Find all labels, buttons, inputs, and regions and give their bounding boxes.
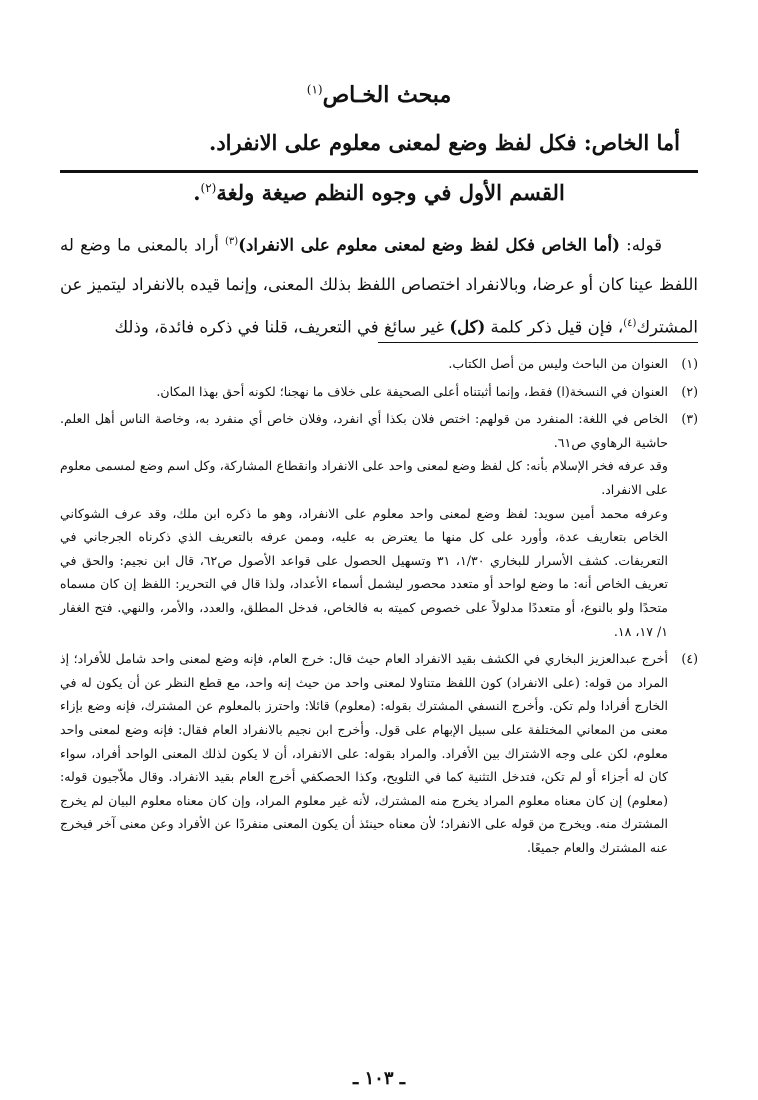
definition-line: أما الخاص: فكل لفظ وضع لمعنى معلوم على الانفراد. [209, 130, 680, 155]
footnote-text: العنوان من الباحث وليس من أصل الكتاب. [448, 356, 668, 371]
page-number: ـ ١٠٣ ـ [352, 1068, 406, 1089]
footnote-divider [378, 342, 698, 343]
section-title [0, 82, 758, 108]
main-part-2: ، فإن قيل ذكر كلمة [490, 317, 624, 336]
footnote-1 [60, 352, 698, 376]
chapter-title-text: القسم الأول في وجوه النظم صيغة ولغة [216, 180, 565, 205]
footnote-number: (٢) [681, 383, 698, 399]
footnote-number: (٣) [681, 411, 698, 427]
section-title-text: مبحث الخـاص [322, 82, 452, 108]
section-divider [60, 170, 698, 173]
main-kull: (كل) [449, 317, 486, 336]
footnote-text: الخاص في اللغة: المنفرد من قولهم: اختص فلان بكذا أي انفرد، وفلان خاص أي منفرد به، وخاصة الناس أهل العلم. حاشية الرهاوي ص٦١. [60, 411, 668, 450]
footnote-number: (٤) [681, 651, 698, 667]
main-part-3: غير سائغ في التعريف، قلنا في ذكره فائدة، وذلك [114, 317, 445, 336]
main-text [60, 222, 698, 346]
footnote-ref-3: (٣) [225, 236, 239, 247]
footnote-number: (١) [681, 356, 698, 371]
main-part-1: أراد بالمعنى ما وضع له اللفظ عينا كان أو عرضا، وبالانفراد اختصاص اللفظ بذلك المعنى، وإنما قيده بالانفراد ليتميز عن المشترك [60, 235, 698, 336]
footnote-text: وعرفه محمد أمين سويد: لفظ وضع لمعنى واحد معلوم على الانفراد، وهو ما ذكره ابن ملك، وقد عرف الشوكاني الخاص بتعاريف عدة، وأورد على كل منها ما يعترض به عليه، وممن عرفه بالتعريف الذي ذكرناه الجرجاني في التعريفات. كشف الأسرار للبخاري ١/٣٠، ٣١ وتسهيل الحصول على قواعد الأصول ص٦٢، قال ابن نجيم: والحق في تعريف الخاص أنه: ما وضع لواحد أو متعدد محصور ليشمل أسماء الأعداد، ولذا قال في التحرير: اللفظ إن كان مسماه متحدًا ولو بالنوع، أو متعددًا مدلولاً على خصوص كميته به فالخاص، فدخل المطلق، والعدد، والأمر، والنهي. فتح الغفار ١/ ١٧، ١٨. [60, 505, 668, 639]
footnote-4 [60, 647, 698, 859]
footnote-3 [60, 407, 698, 643]
footnote-text: أخرج عبدالعزيز البخاري في الكشف بقيد الانفراد العام حيث قال: خرج العام، فإنه وضع لمعنى واحد شامل للأفراد؛ إذ المراد من قوله: (على الانفراد) كون اللفظ متناولا لمعنى واحد من حيث إنه واحد، مع قطع النظر عن أن يكون له في الخارج أفرادا ولم تكن. وأخرج النسفي المشترك بقوله: (معلوم) قائلا: واحترز بالمعلوم عن المشترك، فإنه وضع بإزاء معنى من المعاني المختلفة على سبيل الإبهام على قول. وأخرج ابن نجيم بالانفراد العام فقال: فإنه وضع لمعنى واحد معلوم، لكن على وجه الاشتراك بين الأفراد. والمراد بقوله: على الانفراد، أن لا يكون لذلك المعنى الواحد أفراد، سواء كان له أجزاء أو لم تكن، فتدخل التثنية كما في التلويح، وكذا الحصكفي أخرج العام بقيد الانفراد. وقال ملاّجيون قوله: (معلوم) إن كان معناه معلوم المراد يخرج منه المشترك، لأنه غير معلوم المراد، وإن كان معناه معلوم البيان لم يخرج المشترك منه. ويخرج من قوله على الانفراد؛ لأن معناه حينئذ أن يكون المعنى منفردًا عن الأفراد وعن معنى آخر فيخرج عنه المشترك والعام جميعًا. [60, 651, 668, 855]
main-quote: (أما الخاص فكل لفظ وضع لمعنى معلوم على الانفراد) [238, 235, 620, 255]
footnote-2 [60, 380, 698, 404]
footnote-text: وقد عرفه فخر الإسلام بأنه: كل لفظ وضع لمعنى واحد على الانفراد وانقطاع المشاركة، وكل اسم وضع لمسمى معلوم على الانفراد. [60, 458, 668, 497]
main-lead: قوله: [626, 235, 662, 255]
footnote-text: العنوان في النسخة(ا) فقط، وإنما أثبتناه أعلى الصحيفة على خلاف ما نهجنا؛ لكونه أحق بهذا المكان. [156, 383, 668, 399]
footnote-ref-4: (٤) [623, 317, 637, 329]
footnote-ref-2: (٢) [200, 181, 217, 195]
chapter-title: القسم الأول في وجوه النظم صيغة ولغة$^{(٢)}$. [193, 180, 565, 205]
footnotes [60, 352, 698, 863]
footnote-ref-1: (١) [306, 82, 323, 97]
main-paragraph [60, 222, 698, 346]
